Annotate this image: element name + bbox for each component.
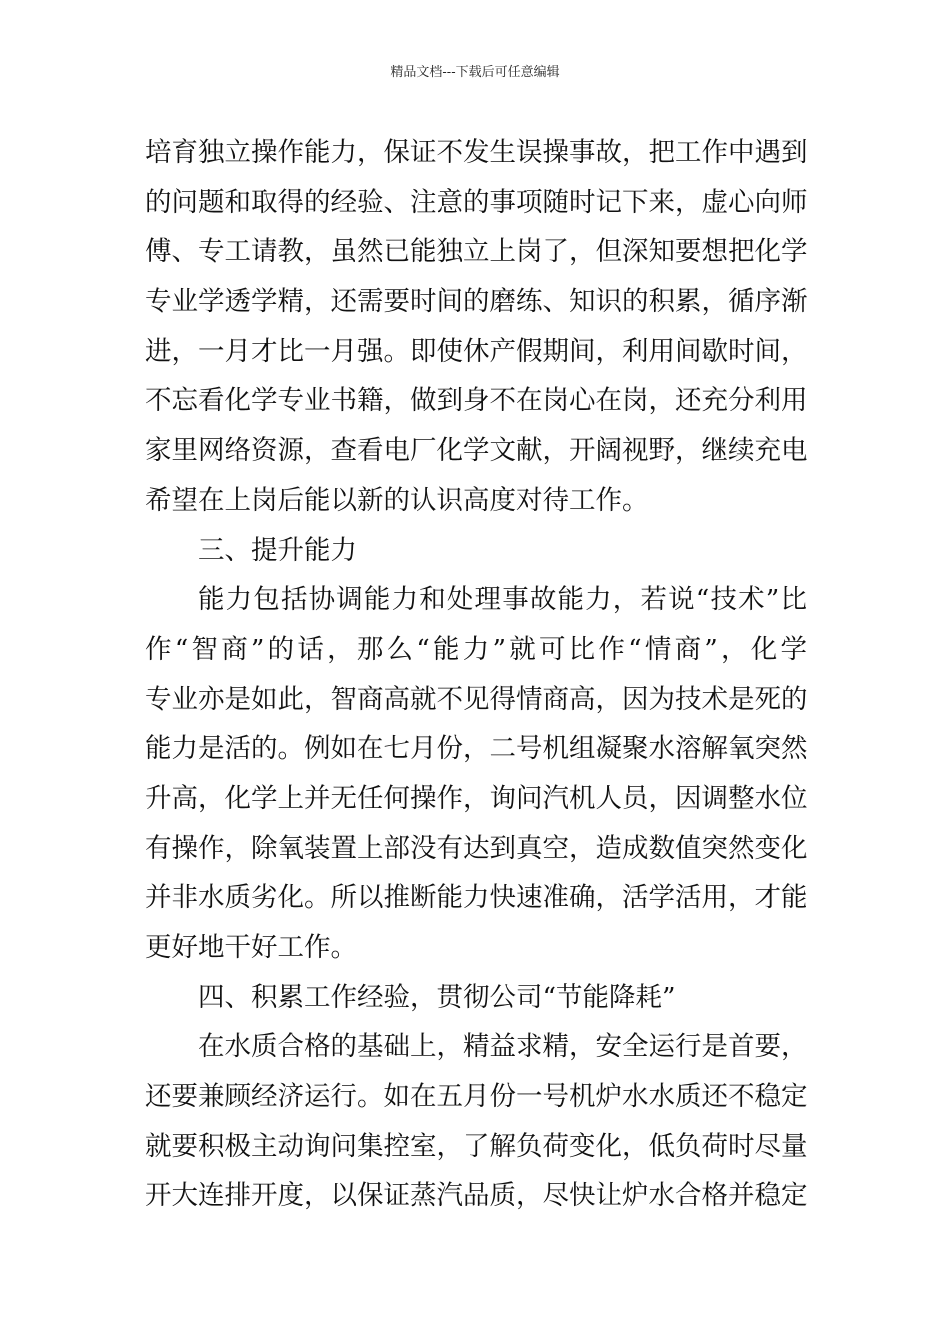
paragraph-line: 希望在上岗后能以新的认识高度对待工作。 — [145, 484, 649, 516]
paragraph-line: 在水质合格的基础上，精益求精，安全运行是首要， — [198, 1031, 808, 1063]
paragraph-line: 培育独立操作能力，保证不发生误操事故，把工作中遇到 — [145, 137, 808, 168]
paragraph-line: 能力是活的。例如在七月份，二号机组凝聚水溶解氧突然 — [145, 733, 808, 765]
paragraph-line: 更好地干好工作。 — [145, 932, 357, 963]
paragraph-line: 作“智商”的话，那么“能力”就可比作“情商”，化学 — [145, 633, 807, 665]
paragraph-line: 开大连排开度，以保证蒸汽品质，尽快让炉水合格并稳定 — [145, 1180, 808, 1212]
paragraph-line: 不忘看化学专业书籍，做到身不在岗心在岗，还充分利用 — [145, 385, 808, 417]
paragraph-line: 能力包括协调能力和处理事故能力，若说“技术”比 — [198, 584, 807, 616]
document-body — [145, 128, 807, 1221]
paragraph-line: 并非水质劣化。所以推断能力快速准确，活学活用，才能 — [145, 882, 808, 914]
paragraph-line: 的问题和取得的经验、注意的事项随时记下来，虚心向师 — [145, 186, 808, 218]
paragraph-line: 升高，化学上并无任何操作，询问汽机人员，因调整水位 — [145, 782, 808, 814]
paragraph-line: 有操作，除氧装置上部没有达到真空，造成数值突然变化 — [145, 832, 808, 864]
page-header: 精品文档---下载后可任意编辑 — [390, 65, 560, 80]
paragraph-line: 专业学透学精，还需要时间的磨练、知识的积累，循序渐 — [145, 286, 808, 318]
paragraph-line: 家里网络资源，查看电厂化学文献，开阔视野，继续充电 — [145, 435, 808, 467]
paragraph-line: 就要积极主动询问集控室，了解负荷变化，低负荷时尽量 — [145, 1130, 808, 1162]
section-heading: 四、积累工作经验，贯彻公司“节能降耗” — [198, 981, 676, 1013]
paragraph-line: 还要兼顾经济运行。如在五月份一号机炉水水质还不稳定 — [145, 1081, 808, 1113]
paragraph-line: 专业亦是如此，智商高就不见得情商高，因为技术是死的 — [145, 683, 808, 715]
paragraph-line: 进，一月才比一月强。即使休产假期间，利用间歇时间， — [145, 335, 808, 367]
paragraph-line: 傅、专工请教，虽然已能独立上岗了，但深知要想把化学 — [145, 236, 808, 268]
section-heading: 三、提升能力 — [198, 534, 357, 566]
